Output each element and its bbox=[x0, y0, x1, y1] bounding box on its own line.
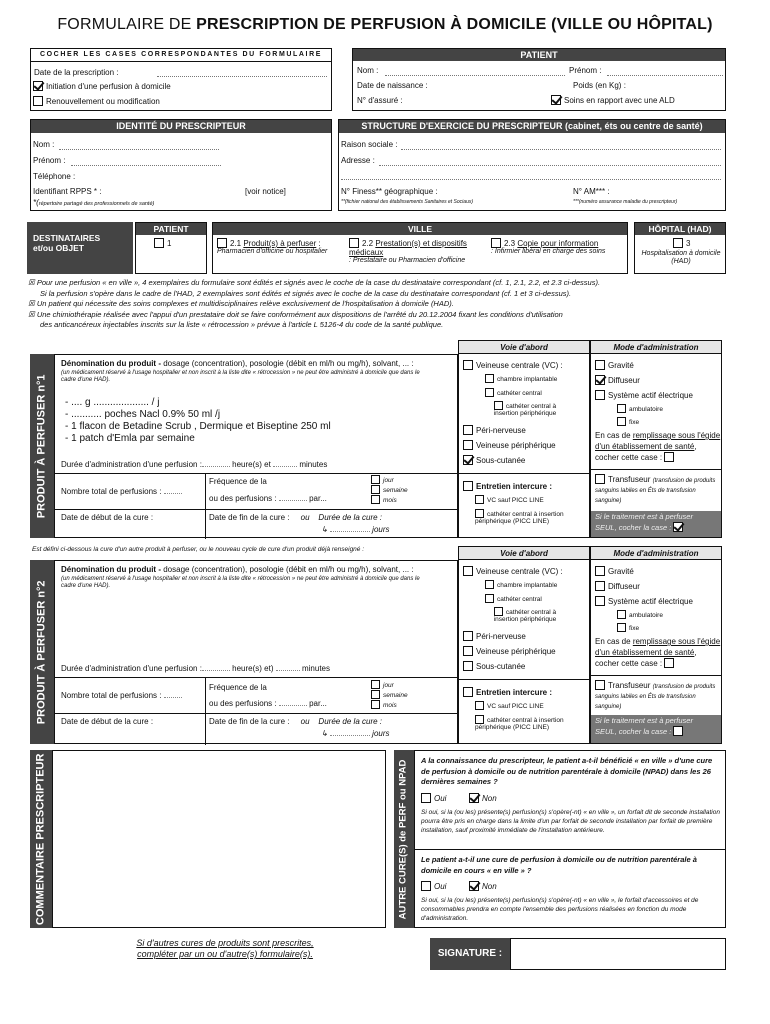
instruction-1: ☒ Pour une perfusion « en ville », 4 exemplaires du formulaire sont édités et signés avec le coche de la case du destinataire correspondant (cf. 1, 2.1, 2.2, et 2.3 ci-dessus). bbox=[28, 278, 601, 287]
dest-hopital-header: HÔPITAL (HAD) bbox=[635, 223, 725, 235]
commentaire-area[interactable] bbox=[52, 750, 386, 928]
produit-1-line: - .... g .................... / j bbox=[65, 397, 160, 408]
page-title: FORMULAIRE DE PRESCRIPTION DE PERFUSION À DOMICILE (VILLE OU HÔPITAL) bbox=[57, 16, 713, 33]
produit-2-duree: Durée d'administration d'une perfusion : heure(s) et) minutes bbox=[61, 664, 330, 673]
produit-1-debut: Date de début de la cure : bbox=[61, 513, 154, 522]
destinataires-label: DESTINATAIRES et/ou OBJET bbox=[27, 222, 133, 274]
autre-q1-oui[interactable]: Oui bbox=[421, 793, 446, 803]
produit-1-jours: ↳ jours bbox=[321, 525, 390, 534]
produit-2-nb: Nombre total de perfusions : bbox=[61, 691, 182, 700]
fixe-option[interactable]: fixe bbox=[617, 417, 639, 426]
dest-patient-header: PATIENT bbox=[136, 223, 206, 235]
voir-notice-link[interactable]: [voir notice] bbox=[245, 187, 286, 196]
patient-poids-label: Poids (en Kg) : bbox=[573, 81, 626, 90]
produit-2-period[interactable]: jour semaine mois bbox=[371, 680, 408, 710]
implantable-option[interactable]: chambre implantable bbox=[485, 374, 557, 383]
encas-2-option[interactable]: En cas de remplissage sous l'égide d'un établissement de santé, cocher cette case : bbox=[595, 637, 721, 668]
produit-2-fin: Date de fin de la cure : ou Durée de la cure : bbox=[209, 717, 383, 726]
seul-1-option[interactable]: Si le traitement est à perfuser SEUL, cocher la case : bbox=[591, 511, 721, 537]
autre-q1-non[interactable]: Non bbox=[469, 793, 497, 803]
systeme-option[interactable]: Système actif électrique bbox=[595, 390, 693, 400]
produit-1-ou: ou des perfusions : par... bbox=[209, 494, 327, 503]
footer-note: Si d'autres cures de produits sont prescrites, compléter par un ou d'autre(s) formulaire(s). bbox=[136, 938, 314, 959]
dest-22-checkbox[interactable] bbox=[349, 238, 359, 248]
seul-2-option[interactable]: Si le traitement est à perfuser SEUL, cocher la case : bbox=[591, 715, 721, 743]
am-label: N° AM*** : bbox=[573, 187, 610, 196]
autre-q2-non[interactable]: Non bbox=[469, 881, 497, 891]
produit-1-box bbox=[54, 354, 458, 538]
produit-2-denomination: Dénomination du produit - dosage (concentration), posologie (débit en ml/h ou mg/h), solvant, ... : bbox=[61, 565, 414, 574]
prescripteur-nom-label: Nom : bbox=[33, 140, 55, 149]
dest-3-checkbox[interactable] bbox=[673, 238, 683, 248]
autre-cures-vertical-label: AUTRE CURE(S) de PERF ou NPAD bbox=[394, 750, 414, 928]
prescription-date-label: Date de la prescription : bbox=[34, 68, 119, 77]
produit-1-fin: Date de fin de la cure : ou Durée de la cure : bbox=[209, 513, 383, 522]
produit-1-lines bbox=[65, 397, 331, 445]
ambulatoire-option[interactable]: ambulatoire bbox=[617, 404, 663, 413]
dest-patient-option[interactable]: 1 bbox=[154, 238, 171, 248]
mode-2-box bbox=[590, 546, 722, 744]
dest-ville-col bbox=[212, 222, 628, 274]
peri-2-option[interactable]: Péri-nerveuse bbox=[463, 631, 526, 641]
cat-periph-option[interactable]: cathéter central à insertion périphérique bbox=[493, 403, 557, 418]
produit-2-box bbox=[54, 560, 458, 744]
sc-option[interactable]: Sous-cutanée bbox=[463, 455, 525, 465]
cat-periph-2-option[interactable]: cathéter central à insertion périphérique bbox=[493, 609, 557, 624]
mode-2-header: Mode d'administration bbox=[591, 547, 721, 560]
instruction-3: ☒ Un patient qui nécessite des soins complexes et multidisciplinaires relève exclusivement de l'hospitalisation à domicile (HAD). bbox=[28, 299, 454, 308]
patient-assure-label: N° d'assuré : bbox=[357, 96, 403, 105]
produit-2-debut: Date de début de la cure : bbox=[61, 717, 154, 726]
dest-1-checkbox[interactable] bbox=[154, 238, 164, 248]
am-note: ***(numéro assurance maladie du prescripteur) bbox=[573, 199, 678, 205]
autre-q1: A la connaissance du prescripteur, le patient a-t-il bénéficié « en ville » d'une cure de perfusion à domicile ou de nutrition parentérale à domicile (NPAD) dans les 26 dernières semaines ? bbox=[421, 756, 713, 786]
prescripteur-header: IDENTITÉ DU PRESCRIPTEUR bbox=[31, 120, 331, 133]
produit-1-nb: Nombre total de perfusions : bbox=[61, 487, 182, 496]
produit-1-vertical-label: PRODUIT À PERFUSER n°1 bbox=[30, 354, 54, 538]
periph-2-option[interactable]: Veineuse périphérique bbox=[463, 646, 556, 656]
finess-label: N° Finess** géographique : bbox=[341, 187, 438, 196]
ald-option[interactable]: Soins en rapport avec une ALD bbox=[551, 95, 675, 105]
ambulatoire-2-option[interactable]: ambulatoire bbox=[617, 610, 663, 619]
transfuseur-option[interactable]: Transfuseur (transfusion de produits sanguins labiles en Éts de transfusion sanguine) bbox=[595, 475, 716, 504]
dest-21-option[interactable]: 2.1 Produit(s) à perfuser : Pharmacien d'officine ou hospitalier bbox=[217, 239, 328, 256]
instruction-5: des anticancéreux injectables inscrits sur la liste « rétrocession » prévue à l'article L 5126-4 du code de la santé publique. bbox=[40, 320, 444, 329]
produit-1-duree: Durée d'administration d'une perfusion : heure(s) et minutes bbox=[61, 460, 328, 469]
produit-2-vertical-label: PRODUIT À PERFUSER n°2 bbox=[30, 560, 54, 744]
dest-3-option[interactable]: 3 bbox=[673, 238, 690, 248]
prescripteur-rpps-label: Identifiant RPPS * : bbox=[33, 187, 102, 196]
gravite-2-option[interactable]: Gravité bbox=[595, 566, 634, 576]
cat-picc-option[interactable]: cathéter central à insertion périphérique (PICC LINE) bbox=[475, 511, 564, 526]
entretien-2-option[interactable]: Entretien intercure : bbox=[463, 687, 552, 697]
patient-header: PATIENT bbox=[353, 49, 725, 61]
dest-21-checkbox[interactable] bbox=[217, 238, 227, 248]
dest-hopital-col bbox=[634, 222, 726, 274]
structure-header: STRUCTURE D'EXERCICE DU PRESCRIPTEUR (cabinet, éts ou centre de santé) bbox=[339, 120, 725, 133]
diffuseur-2-option[interactable]: Diffuseur bbox=[595, 581, 640, 591]
prescripteur-box bbox=[30, 119, 332, 211]
vc-option[interactable]: Veineuse centrale (VC) : bbox=[463, 360, 563, 370]
produit-2-freq: Fréquence de la bbox=[209, 683, 267, 692]
prescripteur-tel-label: Téléphone : bbox=[33, 172, 76, 181]
instructions-block bbox=[28, 278, 728, 331]
fixe-2-option[interactable]: fixe bbox=[617, 623, 639, 632]
peri-option[interactable]: Péri-nerveuse bbox=[463, 425, 526, 435]
initiation-option[interactable]: Initiation d'une perfusion à domicile bbox=[33, 81, 171, 91]
cat-central-2-option[interactable]: cathéter central bbox=[485, 594, 542, 603]
produit-2-note: (un médicament réservé à l'usage hospitalier et non inscrit à la liste dite « rétrocession » ne peut être administré à domicile que dans le cadre d'une HAD). bbox=[61, 576, 420, 589]
diffuseur-option[interactable]: Diffuseur bbox=[595, 375, 640, 385]
cat-picc-2-option[interactable]: cathéter central à insertion périphérique (PICC LINE) bbox=[475, 717, 564, 732]
dest-patient-col bbox=[135, 222, 207, 274]
dest-ville-header: VILLE bbox=[213, 223, 627, 235]
dest-3-desc: Hospitalisation à domicile (HAD) bbox=[641, 250, 721, 266]
autre-s1: Si oui, si la (ou les) présente(s) perfusion(s) s'opère(-nt) « en ville », un forfait dit de seconde installation pourra être pris en charge dans la limite d'un par forfait de seconde installation par forfait de première installation, sauf proximité immédiate de l'installation antérieure. bbox=[421, 809, 720, 834]
voie-1-box bbox=[458, 340, 590, 538]
implantable-2-option[interactable]: chambre implantable bbox=[485, 580, 557, 589]
raison-sociale-label: Raison sociale : bbox=[341, 140, 398, 149]
prescripteur-prenom-label: Prénom : bbox=[33, 156, 66, 165]
produit-2-jours: ↳ jours bbox=[321, 729, 390, 738]
instruction-4: ☒ Une chimiothérapie réalisée avec l'appui d'un prestataire doit se faire conformément aux dispositions de l'arrêté du 20.12.2004 fixant les conditions d'utilisation bbox=[28, 309, 563, 319]
dest-22-option[interactable]: 2.2 Prestation(s) et dispositifs médicaux : Prestataire ou Pharmacien d'officine bbox=[349, 239, 467, 265]
patient-naissance-label: Date de naissance : bbox=[357, 81, 428, 90]
patient-nom-label: Nom : bbox=[357, 66, 379, 75]
finess-note: **(fichier national des établissements Sanitaires et Sociaux) bbox=[341, 199, 474, 205]
picc-option[interactable]: VC sauf PICC LINE bbox=[475, 495, 544, 504]
systeme-2-option[interactable]: Système actif électrique bbox=[595, 596, 693, 606]
periph-option[interactable]: Veineuse périphérique bbox=[463, 440, 556, 450]
commentaire-vertical-label: COMMENTAIRE PRESCRIPTEUR bbox=[30, 750, 52, 928]
structure-box bbox=[338, 119, 726, 211]
adresse-label: Adresse : bbox=[341, 156, 375, 165]
produit-1-period[interactable]: jour semaine mois bbox=[371, 475, 408, 505]
picc-2-option[interactable]: VC sauf PICC LINE bbox=[475, 701, 544, 710]
renouvellement-checkbox[interactable] bbox=[33, 96, 43, 106]
initiation-checkbox[interactable] bbox=[33, 81, 43, 91]
produit-1-freq: Fréquence de la bbox=[209, 477, 267, 486]
entretien-option[interactable]: Entretien intercure : bbox=[463, 481, 552, 491]
sc-2-option[interactable]: Sous-cutanée bbox=[463, 661, 525, 671]
produit-1-note: (un médicament réservé à l'usage hospitalier et non inscrit à la liste dite « rétrocession » ne peut être administré à domicile que dans le cadre d'une HAD). bbox=[61, 370, 420, 383]
form-options-box bbox=[30, 48, 332, 111]
produit-1-line: - 1 patch d'Emla par semaine bbox=[65, 433, 195, 444]
signature-label: SIGNATURE : bbox=[430, 938, 510, 970]
cat-central-option[interactable]: cathéter central bbox=[485, 388, 542, 397]
encas-option[interactable]: En cas de remplissage sous l'égide d'un établissement de santé, cocher cette case : bbox=[595, 431, 721, 462]
intro-produit-2: Est défini ci-dessous la cure d'un autre produit à perfuser, ou le nouveau cycle de cure d'un produit déjà renseigné : bbox=[32, 546, 365, 553]
produit-2-ou: ou des perfusions : par... bbox=[209, 699, 327, 708]
signature-field[interactable] bbox=[510, 938, 726, 970]
rpps-note: *(répertoire partagé des professionnels de santé) bbox=[33, 198, 155, 207]
patient-box bbox=[352, 48, 726, 111]
autre-cures-box bbox=[414, 750, 726, 928]
ald-checkbox[interactable] bbox=[551, 95, 561, 105]
voie-2-header: Voie d'abord bbox=[459, 547, 589, 560]
dest-23-option[interactable]: 2.3 Copie pour information : Infirmier libéral en charge des soins bbox=[491, 239, 606, 256]
form-options-header: COCHER LES CASES CORRESPONDANTES DU FORMULAIRE bbox=[31, 49, 331, 62]
produit-1-line: - ........... poches Nacl 0.9% 50 ml /j bbox=[65, 409, 221, 420]
instruction-2: Si la perfusion s'opère dans le cadre de l'HAD, 2 exemplaires sont édités et signés avec le coche de la case du destinataire correspondant (cf. 1 et 3 ci-dessus). bbox=[40, 288, 572, 298]
mode-1-box bbox=[590, 340, 722, 538]
transfuseur-2-option[interactable]: Transfuseur (transfusion de produits sanguins labiles en Éts de transfusion sanguine) bbox=[595, 681, 716, 710]
autre-s2: Si oui, si la (ou les) présente(s) perfusion(s) s'opère(-nt) « en ville », le forfait d'accessoires et de consommables prendra en compte l'ensemble des perfusions réalisées en fonction du mode d'administration. bbox=[421, 897, 699, 922]
voie-2-box bbox=[458, 546, 590, 744]
gravite-option[interactable]: Gravité bbox=[595, 360, 634, 370]
voie-1-header: Voie d'abord bbox=[459, 341, 589, 354]
vc-2-option[interactable]: Veineuse centrale (VC) : bbox=[463, 566, 563, 576]
produit-1-line: - 1 flacon de Betadine Scrub , Dermique et Biseptine 250 ml bbox=[65, 421, 331, 432]
mode-1-header: Mode d'administration bbox=[591, 341, 721, 354]
produit-1-denomination: Dénomination du produit - dosage (concentration), posologie (débit en ml/h ou mg/h), solvant, ... : bbox=[61, 359, 414, 368]
renouvellement-option[interactable]: Renouvellement ou modification bbox=[33, 96, 160, 106]
autre-q2: Le patient a-t-il une cure de perfusion à domicile ou de nutrition parentérale à domicile en cours « en ville » ? bbox=[421, 855, 697, 875]
autre-q2-oui[interactable]: Oui bbox=[421, 881, 446, 891]
patient-prenom-label: Prénom : bbox=[569, 66, 602, 75]
dest-23-checkbox[interactable] bbox=[491, 238, 501, 248]
